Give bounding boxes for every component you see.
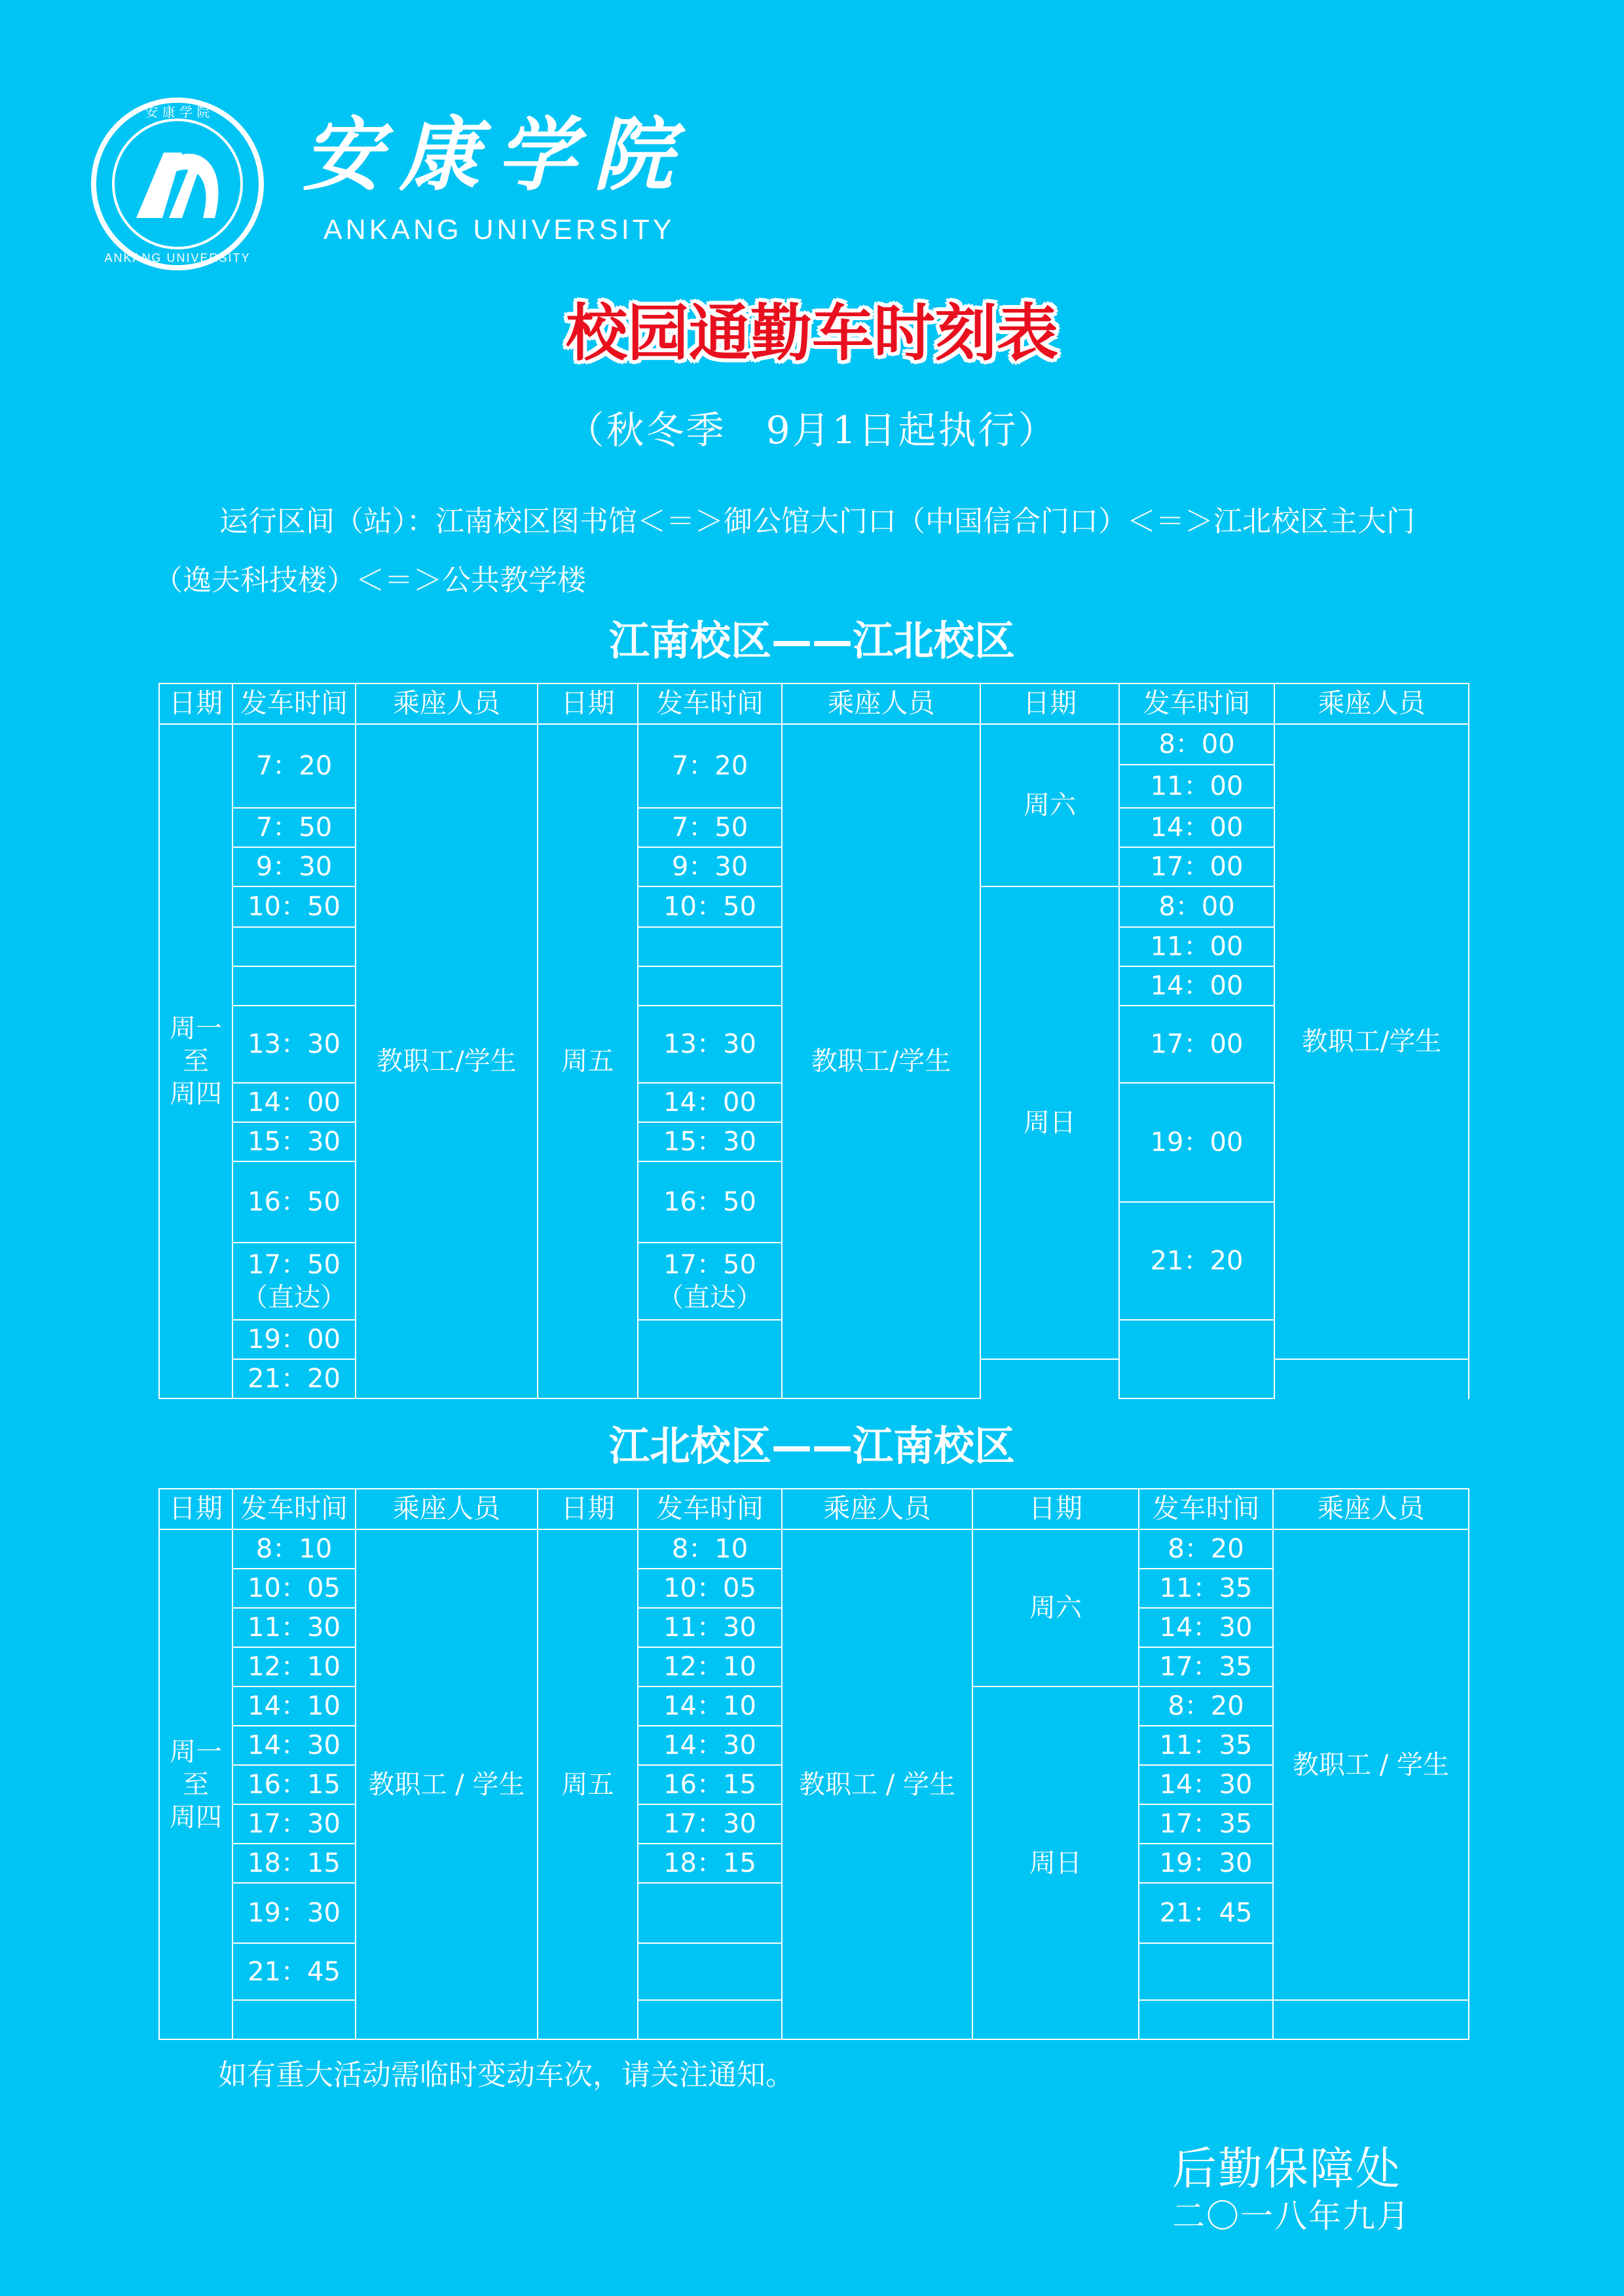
time-cell: 14：30: [1139, 1608, 1273, 1647]
time-cell: 7：20: [638, 724, 782, 808]
route-description: 运行区间（站）：江南校区图书馆＜＝＞御公馆大门口（中国信合门口）＜＝＞江北校区主大门（逸夫科技楼）＜＝＞公共教学楼: [154, 505, 1415, 597]
time-cell: 18：15: [638, 1844, 782, 1883]
header-date: 日期: [972, 1489, 1139, 1529]
day-label-sat: 周六: [980, 724, 1119, 886]
schedule-table-north-to-south: [158, 1488, 1469, 2040]
time-cell: 21：20: [1119, 1202, 1274, 1320]
time-cell: 19：30: [232, 1883, 356, 1943]
header-time: 发车时间: [1139, 1489, 1273, 1529]
time-cell: 17：50 （直达）: [232, 1243, 356, 1320]
header-time: 发车时间: [232, 1489, 356, 1529]
time-cell: 16：15: [232, 1765, 356, 1804]
time-cell: 8：00: [1119, 724, 1274, 765]
time-cell: [1139, 2000, 1273, 2039]
header-time: 发车时间: [638, 1489, 782, 1529]
header-date: 日期: [159, 683, 232, 724]
time-cell: [638, 966, 782, 1006]
time-cell: 8：10: [638, 1529, 782, 1569]
time-cell: 14：00: [1119, 966, 1274, 1006]
time-cell: 17：30: [638, 1804, 782, 1844]
time-cell: 11：00: [1119, 927, 1274, 966]
time-cell: 7：50: [638, 808, 782, 847]
season-subtitle: （秋冬季 9月1日起执行）: [566, 408, 1058, 452]
svg-text:安 康 学 院: 安 康 学 院: [145, 104, 210, 120]
time-cell: 8：00: [1119, 886, 1274, 927]
table-header-row: [159, 1489, 1469, 1529]
time-cell: 14：10: [232, 1686, 356, 1726]
time-cell: 11：30: [638, 1608, 782, 1647]
time-cell: [638, 927, 782, 966]
time-cell: 14：00: [1119, 808, 1274, 847]
header-rider: 乘座人员: [1273, 1489, 1469, 1529]
time-cell: 17：50 （直达）: [638, 1243, 782, 1320]
time-cell: 17：35: [1139, 1647, 1273, 1686]
header-rider: 乘座人员: [782, 1489, 972, 1529]
time-cell: 17：00: [1119, 1006, 1274, 1083]
day-label-mon-thu: 周一 至 周四: [159, 1529, 232, 2039]
issue-date: 二〇一八年九月: [1172, 2197, 1411, 2235]
time-cell: 15：30: [232, 1122, 356, 1161]
time-cell: 11：30: [232, 1608, 356, 1647]
header-rider: 乘座人员: [356, 683, 538, 724]
day-label-empty: [1119, 1320, 1274, 1398]
time-cell: 7：20: [232, 724, 356, 808]
time-cell: 21：45: [1139, 1883, 1273, 1943]
rider-cell: 教职工 / 学生: [1273, 1529, 1469, 2000]
university-name-en: ANKANG UNIVERSITY: [323, 214, 675, 246]
time-cell: 11：00: [1119, 765, 1274, 808]
time-cell: 16：50: [638, 1161, 782, 1243]
day-label-sun: 周日: [980, 886, 1119, 1359]
time-cell: 13：30: [638, 1006, 782, 1083]
time-cell: 19：30: [1139, 1844, 1273, 1883]
time-cell: 14：30: [638, 1726, 782, 1765]
rider-cell: 教职工/学生: [1274, 724, 1469, 1359]
time-cell: 14：30: [232, 1726, 356, 1765]
time-cell: 11：35: [1139, 1726, 1273, 1765]
time-cell: 10：05: [638, 1569, 782, 1608]
university-logo-seal: [90, 97, 265, 271]
day-label-fri: 周五: [538, 724, 638, 1398]
time-cell: 9：30: [232, 847, 356, 886]
time-cell: 10：05: [232, 1569, 356, 1608]
rider-cell-empty: [1273, 2000, 1469, 2039]
rider-cell: 教职工 / 学生: [782, 1529, 972, 2039]
time-cell: 16：15: [638, 1765, 782, 1804]
notice-text: 如有重大活动需临时变动车次，请关注通知。: [218, 2058, 794, 2092]
time-cell: 8：20: [1139, 1529, 1273, 1569]
time-cell: 14：00: [232, 1083, 356, 1122]
header-time: 发车时间: [232, 683, 356, 724]
time-cell: 10：50: [232, 886, 356, 927]
rider-cell: 教职工/学生: [356, 724, 538, 1398]
time-cell: 14：00: [638, 1083, 782, 1122]
schedule-table-south-to-north: [158, 683, 1469, 1399]
time-cell: 8：10: [232, 1529, 356, 1569]
time-cell: 9：30: [638, 847, 782, 886]
day-label-fri: 周五: [538, 1529, 638, 2039]
time-cell: 16：50: [232, 1161, 356, 1243]
time-cell: 17：00: [1119, 847, 1274, 886]
day-label-mon-thu: 周一 至 周四: [159, 724, 232, 1398]
time-cell: 7：50: [232, 808, 356, 847]
time-cell: 19：00: [232, 1320, 356, 1359]
header-time: 发车时间: [638, 683, 782, 724]
rider-cell: 教职工 / 学生: [356, 1529, 538, 2039]
time-cell: [1139, 1943, 1273, 2000]
table-header-row: [159, 683, 1469, 724]
day-label-sun: 周日: [972, 1686, 1139, 2039]
time-cell: [638, 2000, 782, 2039]
time-cell: [638, 1883, 782, 1943]
time-cell: [232, 2000, 356, 2039]
time-cell: 14：10: [638, 1686, 782, 1726]
time-cell: 17：30: [232, 1804, 356, 1844]
issuing-office: 后勤保障处: [1172, 2143, 1402, 2195]
header-date: 日期: [980, 683, 1119, 724]
header-rider: 乘座人员: [782, 683, 980, 724]
rider-cell: 教职工/学生: [782, 724, 980, 1398]
time-cell: 10：50: [638, 886, 782, 927]
header-rider: 乘座人员: [356, 1489, 538, 1529]
time-cell: 15：30: [638, 1122, 782, 1161]
header-date: 日期: [538, 1489, 638, 1529]
time-cell: 21：45: [232, 1943, 356, 2000]
time-cell: [232, 927, 356, 966]
header-time: 发车时间: [1119, 683, 1274, 724]
time-cell: 14：30: [1139, 1765, 1273, 1804]
section-title-north-to-south: 江北校区——江南校区: [608, 1422, 1015, 1470]
time-cell: 18：15: [232, 1844, 356, 1883]
header-rider: 乘座人员: [1274, 683, 1469, 724]
time-cell: 21：20: [232, 1359, 356, 1398]
page-title: 校园通勤车时刻表: [565, 298, 1058, 369]
time-cell: 19：00: [1119, 1083, 1274, 1202]
university-name-cn: 安康学院: [303, 107, 690, 202]
header-date: 日期: [538, 683, 638, 724]
time-cell: 8：20: [1139, 1686, 1273, 1726]
time-cell: 12：10: [638, 1647, 782, 1686]
time-cell: 12：10: [232, 1647, 356, 1686]
time-cell: 13：30: [232, 1006, 356, 1083]
time-cell: [232, 966, 356, 1006]
day-label-sat: 周六: [972, 1529, 1139, 1686]
time-cell: [638, 1320, 782, 1398]
header-date: 日期: [159, 1489, 232, 1529]
section-title-south-to-north: 江南校区——江北校区: [608, 617, 1015, 665]
time-cell: [638, 1943, 782, 2000]
svg-text:ANKANG UNIVERSITY: ANKANG UNIVERSITY: [104, 251, 251, 264]
time-cell: 11：35: [1139, 1569, 1273, 1608]
time-cell: 17：35: [1139, 1804, 1273, 1844]
